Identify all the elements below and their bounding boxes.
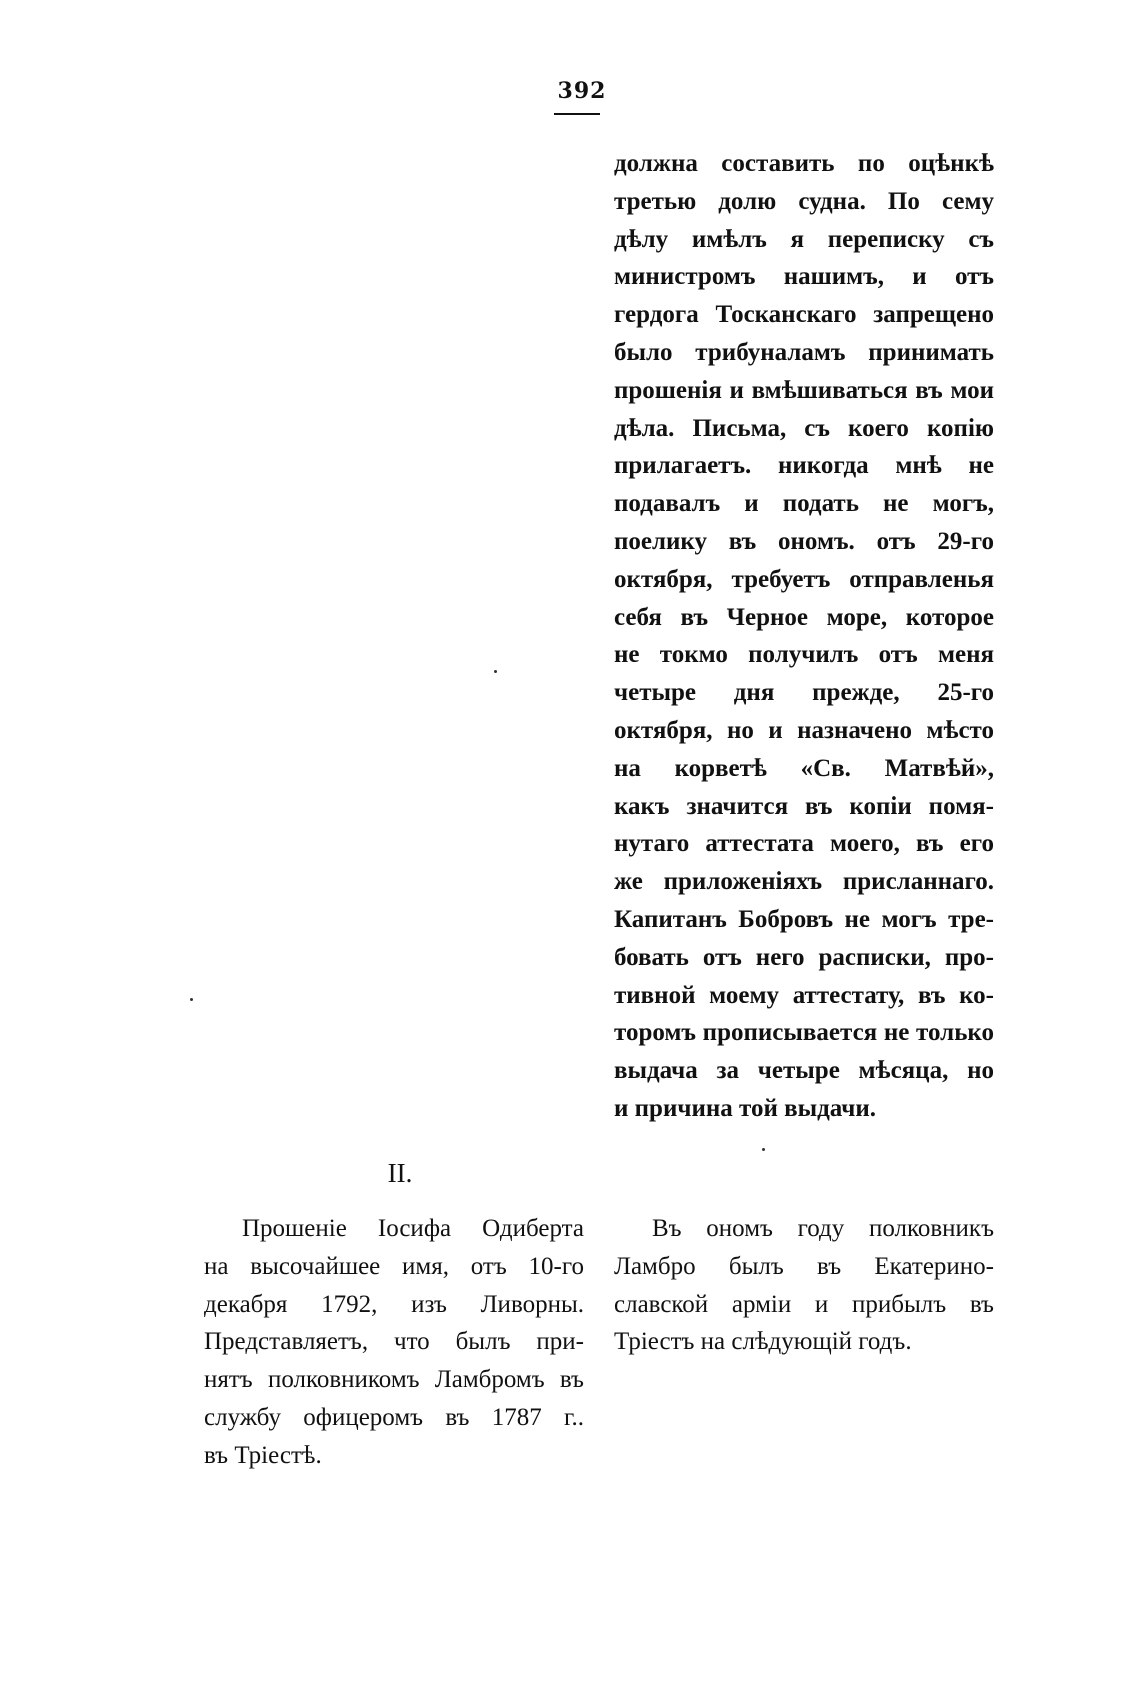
text-line: Въ ономъ году полковникъ: [652, 1215, 994, 1242]
text-line: нятъ полковникомъ Ламбромъ въ: [204, 1366, 584, 1394]
section-number: II.: [387, 1158, 413, 1188]
text-line: было трибуналамъ принимать: [614, 338, 994, 366]
text-line: октября, требуетъ отправленья: [614, 565, 994, 593]
text-line: прилагаетъ. никогда мнѣ не: [614, 452, 994, 480]
text-line: министромъ нашимъ, и отъ: [614, 263, 994, 291]
text-line: Капитанъ Бобровъ не могъ тре-: [614, 905, 994, 933]
text-line: выдача за четыре мѣсяца, но: [614, 1057, 994, 1085]
text-line: третью долю судна. По сему: [614, 187, 994, 215]
response-column: [614, 1210, 994, 1361]
text-line: прошенія и вмѣшиваться въ мои: [614, 376, 994, 404]
text-line: Прошеніе Іосифа Одиберта: [242, 1215, 584, 1242]
text-line: бовать отъ него расписки, про-: [614, 943, 994, 971]
text-line: славской арміи и прибылъ въ: [614, 1290, 994, 1318]
text-line: Тріестъ на слѣдующій годъ.: [614, 1328, 912, 1356]
text-line: Ламбро былъ въ Екатерино-: [614, 1252, 994, 1280]
scan-speck: [762, 1148, 765, 1151]
text-line: Представляетъ, что былъ при-: [204, 1328, 584, 1356]
scan-speck: [190, 998, 193, 1001]
text-line: гердога Тосканскаго запрещено: [614, 301, 994, 329]
text-line: дѣлу имѣлъ я переписку съ: [614, 225, 994, 253]
text-line: не токмо получилъ отъ меня: [614, 641, 994, 669]
text-line: же приложеніяхъ присланнаго.: [614, 868, 994, 896]
text-line: какъ значится въ копіи помя-: [614, 792, 994, 820]
text-line: и причина той выдачи.: [614, 1094, 877, 1122]
text-line: поелику въ ономъ. отъ 29-го: [614, 527, 994, 555]
text-line: себя въ Черное море, которое: [614, 603, 994, 631]
text-line: на корветѣ «Св. Матвѣй»,: [614, 754, 994, 782]
text-line: дѣла. Письма, съ коего копію: [614, 414, 994, 442]
text-line: нутаго аттестата моего, въ его: [614, 830, 994, 858]
page-number: 392: [557, 78, 607, 104]
text-line: четыре дня прежде, 25-го: [614, 679, 994, 707]
top-right-column: [614, 145, 994, 1128]
text-line: тивной моему аттестату, въ ко-: [614, 981, 994, 1009]
text-line: въ Тріестѣ.: [204, 1441, 322, 1469]
text-line: торомъ прописывается не только: [614, 1019, 994, 1047]
text-line: декабря 1792, изъ Ливорны.: [204, 1290, 584, 1318]
text-line: на высочайшее имя, отъ 10-го: [204, 1252, 584, 1280]
petition-summary-column: [204, 1210, 584, 1475]
page-number-underline: [554, 113, 600, 115]
text-line: службу офицеромъ въ 1787 г..: [204, 1403, 584, 1431]
text-line: октября, но и назначено мѣсто: [614, 716, 994, 744]
text-line: должна составить по оцѣнкѣ: [614, 150, 994, 177]
text-line: подавалъ и подать не могъ,: [614, 490, 994, 518]
scan-speck: [494, 670, 497, 673]
